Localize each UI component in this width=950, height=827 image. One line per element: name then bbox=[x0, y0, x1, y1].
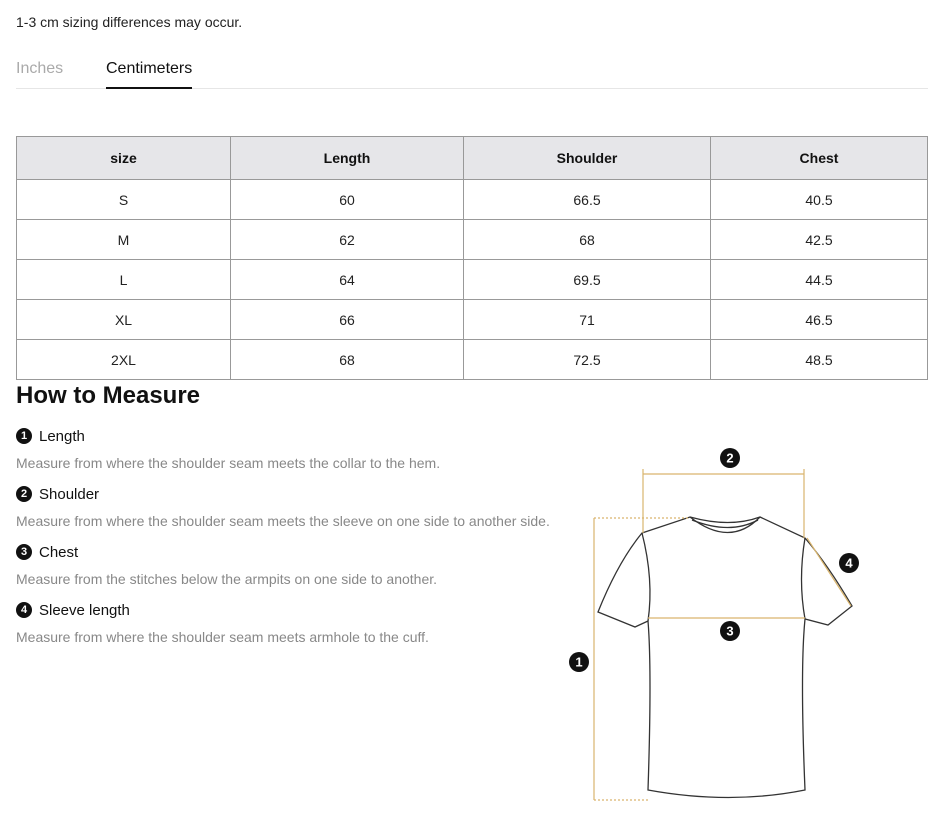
measure-step-chest bbox=[16, 542, 437, 587]
cell-size: L bbox=[17, 260, 231, 300]
step-description: Measure from where the shoulder seam meets the sleeve on one side to another side. bbox=[16, 513, 550, 529]
tshirt-measure-diagram bbox=[560, 440, 880, 810]
step-label: Shoulder bbox=[39, 485, 100, 503]
how-to-measure-title: How to Measure bbox=[16, 382, 201, 409]
cell-size: XL bbox=[17, 300, 231, 340]
cell-chest: 42.5 bbox=[711, 220, 928, 260]
header-size: size bbox=[17, 137, 231, 180]
cell-shoulder: 69.5 bbox=[464, 260, 711, 300]
number-1-icon: 1 bbox=[16, 428, 32, 444]
cell-size: M bbox=[17, 220, 231, 260]
cell-size: 2XL bbox=[17, 340, 231, 380]
step-description: Measure from where the shoulder seam meets the collar to the hem. bbox=[16, 455, 441, 471]
cell-chest: 46.5 bbox=[711, 300, 928, 340]
tab-inches[interactable]: Inches bbox=[16, 50, 63, 88]
step-label: Sleeve length bbox=[39, 601, 130, 619]
step-label: Length bbox=[39, 427, 85, 445]
cell-chest: 48.5 bbox=[711, 340, 928, 380]
cell-chest: 40.5 bbox=[711, 180, 928, 220]
tshirt-icon bbox=[598, 517, 852, 798]
unit-tabs bbox=[16, 50, 928, 89]
step-label: Chest bbox=[39, 543, 79, 561]
step-description: Measure from where the shoulder seam meets armhole to the cuff. bbox=[16, 629, 429, 645]
step-description: Measure from the stitches below the armpits on one side to another. bbox=[16, 571, 438, 587]
header-shoulder: Shoulder bbox=[464, 137, 711, 180]
size-table bbox=[16, 136, 928, 380]
cell-size: S bbox=[17, 180, 231, 220]
measure-step-length bbox=[16, 426, 440, 471]
cell-shoulder: 66.5 bbox=[464, 180, 711, 220]
svg-text:4: 4 bbox=[845, 555, 853, 571]
svg-text:3: 3 bbox=[726, 623, 734, 639]
cell-length: 68 bbox=[231, 340, 464, 380]
table-row bbox=[17, 180, 928, 220]
measure-step-shoulder bbox=[16, 484, 550, 529]
cell-length: 64 bbox=[231, 260, 464, 300]
table-row bbox=[17, 220, 928, 260]
tab-centimeters[interactable]: Centimeters bbox=[106, 50, 192, 88]
number-3-icon: 3 bbox=[16, 544, 32, 560]
sizing-notice: 1-3 cm sizing differences may occur. bbox=[16, 14, 243, 30]
svg-text:1: 1 bbox=[575, 654, 583, 670]
marker-2 bbox=[720, 448, 740, 468]
cell-shoulder: 72.5 bbox=[464, 340, 711, 380]
cell-length: 62 bbox=[231, 220, 464, 260]
measure-step-sleeve bbox=[16, 600, 429, 645]
marker-1 bbox=[569, 652, 589, 672]
cell-shoulder: 71 bbox=[464, 300, 711, 340]
number-2-icon: 2 bbox=[16, 486, 32, 502]
cell-length: 60 bbox=[231, 180, 464, 220]
header-chest: Chest bbox=[711, 137, 928, 180]
header-length: Length bbox=[231, 137, 464, 180]
table-header-row bbox=[17, 137, 928, 180]
table-row bbox=[17, 300, 928, 340]
table-row bbox=[17, 340, 928, 380]
marker-4 bbox=[839, 553, 859, 573]
cell-chest: 44.5 bbox=[711, 260, 928, 300]
svg-text:2: 2 bbox=[726, 450, 734, 466]
marker-3 bbox=[720, 621, 740, 641]
cell-shoulder: 68 bbox=[464, 220, 711, 260]
cell-length: 66 bbox=[231, 300, 464, 340]
number-4-icon: 4 bbox=[16, 602, 32, 618]
table-row bbox=[17, 260, 928, 300]
